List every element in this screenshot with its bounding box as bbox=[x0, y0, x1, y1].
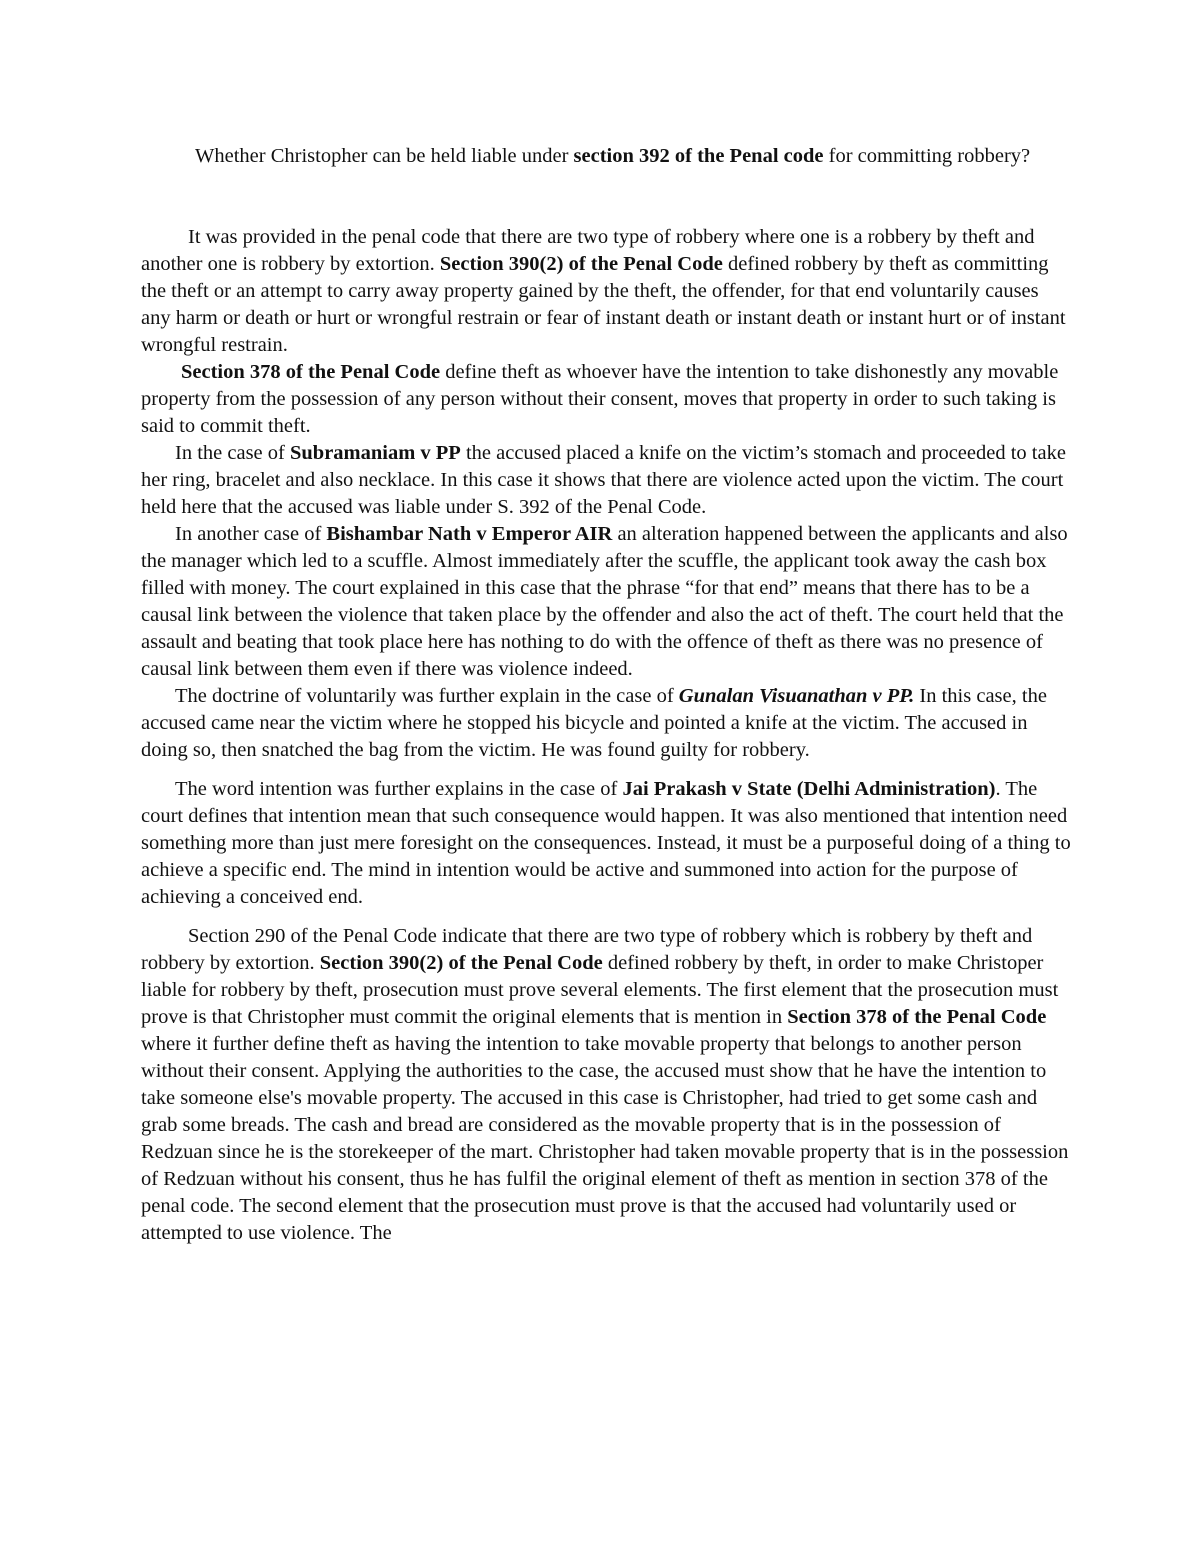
paragraph-theft-definition: Section 378 of the Penal Code define theft as whoever have the intention to take dishonestly any movable property from the possession of any person without their consent, moves that property in order to such taking is said to commit theft. bbox=[141, 361, 1059, 437]
statute-reference: section 392 of the Penal code bbox=[573, 145, 824, 167]
statute-reference: Section 390(2) of the Penal Code bbox=[439, 253, 723, 275]
case-name: Bishambar Nath v Emperor AIR bbox=[326, 523, 613, 545]
statute-reference: Section 390(2) of the Penal Code bbox=[319, 952, 603, 974]
paragraph-subramaniam-case: In the case of Subramaniam v PP the accused placed a knife on the victim’s stomach and proceeded to take her ring, bracelet and also necklace. In this case it shows that there are violence acted upon the victim. The court held here that the accused was liable under S. 392 of the Penal Code. bbox=[141, 442, 1066, 518]
statute-reference: Section 378 of the Penal Code bbox=[787, 1006, 1047, 1028]
case-name: Gunalan Visuanathan v PP. bbox=[678, 685, 915, 707]
paragraph-jai-prakash-case: The word intention was further explains in the case of Jai Prakash v State (Delhi Administration). The court defines that intention mean that such consequence would happen. It was also mentioned that intention need something more than just mere foresight on the consequences. Instead, it must be a purposeful doing of a thing to achieve a specific end. The mind in intention would be active and summoned into action for the purpose of achieving a conceived end. bbox=[141, 778, 1071, 908]
case-name: Subramaniam v PP bbox=[289, 442, 461, 464]
paragraph-bishambar-case: In another case of Bishambar Nath v Emperor AIR an alteration happened between the applicants and also the manager which led to a scuffle. Almost immediately after the scuffle, the applicant took away the cash box filled with money. The court explained in this case that the phrase “for that end” means that there has to be a causal link between the violence that taken place by the offender and also the act of theft. The court held that the assault and beating that took place here has nothing to do with the offence of theft as there was no presence of causal link between them even if there was violence indeed. bbox=[141, 523, 1068, 680]
paragraph-gunalan-case: The doctrine of voluntarily was further explain in the case of Gunalan Visuanathan v PP. In this case, the accused came near the victim where he stopped his bicycle and pointed a knife at the victim. The accused in doing so, then snatched the bag from the victim. He was found guilty for robbery. bbox=[141, 685, 1047, 761]
paragraph-robbery-types: It was provided in the penal code that there are two type of robbery where one is a robbery by theft and another one is robbery by extortion. Section 390(2) of the Penal Code defined robbery by theft as committing the theft or an attempt to carry away property gained by the theft, the offender, for that end voluntarily causes any harm or death or hurt or wrongful restrain or fear of instant death or instant death or instant hurt or of instant wrongful restrain. bbox=[141, 226, 1066, 356]
statute-reference: Section 378 of the Penal Code bbox=[181, 361, 441, 383]
paragraph-application: Section 290 of the Penal Code indicate that there are two type of robbery which is robbery by theft and robbery by extortion. Section 390(2) of the Penal Code defined robbery by theft, in order to make Christoper liable for robbery by theft, prosecution must prove several elements. The first element that the prosecution must prove is that Christopher must commit the original elements that is mention in Section 378 of the Penal Code where it further define theft as having the intention to take movable property that belongs to another person without their consent. Applying the authorities to the case, the accused must show that he have the intention to take someone else's movable property. The accused in this case is Christopher, had tried to get some cash and grab some breads. The cash and bread are considered as the movable property that is in the possession of Redzuan since he is the storekeeper of the mart. Christopher had taken movable property that is in the possession of Redzuan without his consent, thus he has fulfil the original element of theft as mention in section 378 of the penal code. The second element that the prosecution must prove is that the accused had voluntarily used or attempted to use violence. The bbox=[141, 925, 1069, 1244]
document-body bbox=[141, 224, 1071, 1247]
issue-question: Whether Christopher can be held liable under section 392 of the Penal code for committing robbery? bbox=[195, 145, 1031, 167]
case-name: Jai Prakash v State (Delhi Administration) bbox=[622, 778, 996, 800]
